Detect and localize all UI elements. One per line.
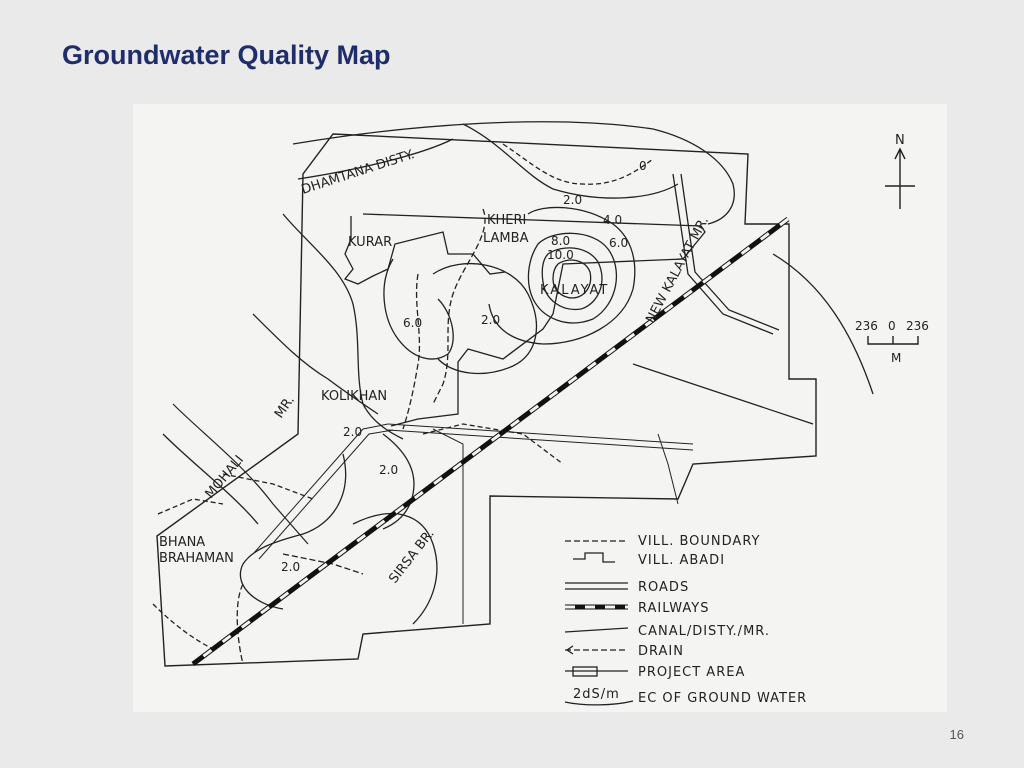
north-label: N [895,133,905,148]
label-mr: MR. [271,393,298,422]
legend-label-canal: CANAL/DISTY./MR. [638,624,770,639]
contour-label-2-left: 2.0 [343,425,363,439]
contour-label-2-mid: 2.0 [481,313,501,327]
label-dhamtana: DHAMTANA DISTY. [299,147,417,198]
legend-label-vill-abadi: VILL. ABADI [638,553,726,568]
village-boundary-top-dashed [503,144,653,184]
legend-label-railways: RAILWAYS [638,601,710,616]
kurar-boundary [345,216,505,284]
label-mohali: MOHALI [202,452,247,502]
legend-symbol-roads [565,583,628,589]
legend-symbol-project-area [565,667,628,676]
drain-top [433,209,485,404]
legend-label-vill-boundary: VILL. BOUNDARY [638,534,761,549]
legend-symbol-vill-abadi [573,553,615,562]
scale-unit: M [891,351,902,365]
label-sirsa: SIRSA BR. [386,526,438,587]
label-kolikhan: KOLIKHAN [321,389,388,404]
legend-symbol-ec-label: 2dS/m [573,687,620,702]
label-lamba: LAMBA [483,231,529,246]
label-brahaman: BRAHAMAN [159,551,234,566]
slide-title: Groundwater Quality Map [62,40,391,70]
road-3 [433,429,463,624]
groundwater-quality-map [133,104,947,712]
legend-label-ec: EC OF GROUND WATER [638,691,808,706]
road-2b [259,430,393,559]
contour-east-2 [633,364,813,424]
legend-label-project-area: PROJECT AREA [638,665,746,680]
contour-2-south [240,454,345,609]
contour-label-2-bottom: 2.0 [281,560,301,574]
legend-symbol-canal [565,628,628,632]
contour-label-6-top: 6.0 [609,236,629,250]
label-kheri: KHERI [487,213,527,228]
scale-zero: 0 [888,319,896,333]
north-arrow-icon [885,149,915,209]
contour-2-canal [383,434,414,529]
contour-label-6-mid: 6.0 [403,316,423,330]
page-number: 16 [949,727,964,742]
label-bhana: BHANA [159,535,206,550]
contour-label-4: 4.0 [603,213,623,227]
canal-mohali-2 [163,434,258,524]
drain-south [237,554,363,664]
legend-label-roads: ROADS [638,580,690,595]
contour-label-10: 10.0 [547,248,574,262]
village-boundary-dashed [153,424,563,649]
scale-right: 236 [906,319,929,333]
road-1 [388,424,693,444]
contour-label-2-canal: 2.0 [379,463,399,477]
canal-mohali [173,404,308,544]
road-4 [658,434,678,504]
contour-label-0: 0 [639,159,647,173]
label-new-kalayat: NEW KALAYAT MR. [643,214,713,326]
legend-symbol-drain [565,646,628,654]
label-kalayat: KALAYAT [540,283,610,298]
scale-bar [868,336,918,344]
contour-label-8: 8.0 [551,234,571,248]
contour-6-mid [384,259,453,359]
scale-left: 236 [855,319,878,333]
legend-label-drain: DRAIN [638,644,684,659]
contour-label-2-top: 2.0 [563,193,583,207]
label-kurar: KURAR [348,235,393,250]
legend [565,534,807,706]
